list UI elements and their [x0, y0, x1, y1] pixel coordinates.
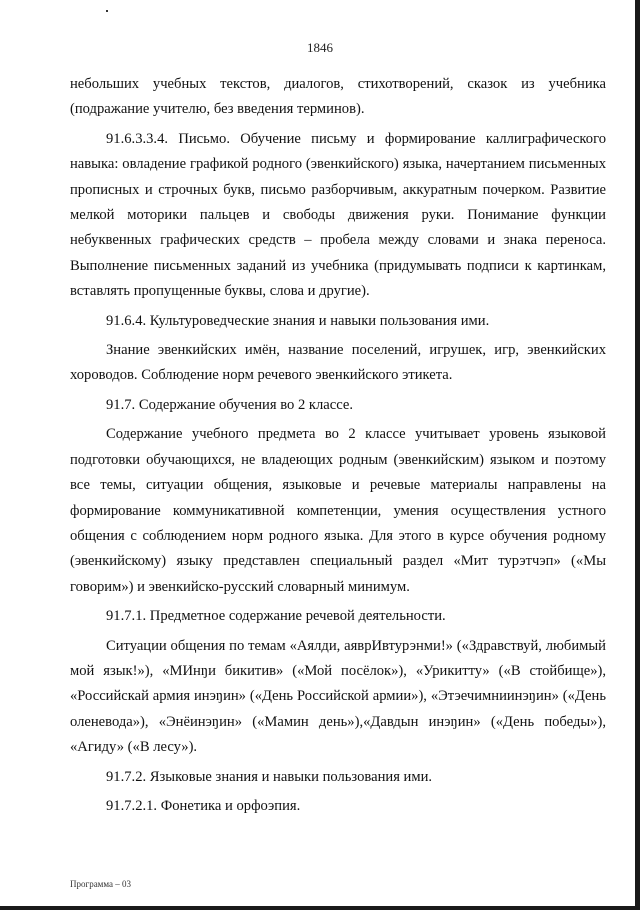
- section-heading: 91.7. Содержание обучения во 2 классе.: [106, 396, 354, 413]
- paragraph: Знание эвенкийских имён, название поселений, игрушек, игр, эвенкийских хороводов. Соблюдение норм речевого эвенкийского этикета.: [70, 342, 606, 384]
- scan-border-right: [635, 0, 640, 910]
- paragraph: Ситуации общения по темам «Аялди, аяврИвтурэнми!» («Здравствуй, любимый мой язык!»), «МИнŋи бикитив» («Мой посёлок»), «Урикитту» («В стойбище»), «Российскай армия инэŋин» («День Российской армии»), «Этэечимниинэŋин» («День оленевода»), «Энёинэŋин» («Мамин день»),«Давдын инэŋин» («День победы»), «Агиду» («В лесу»).: [70, 637, 606, 756]
- paragraph: небольших учебных текстов, диалогов, стихотворений, сказок из учебника (подражание учителю, без введения терминов).: [70, 76, 606, 118]
- paragraph: 91.6.3.3.4. Письмо. Обучение письму и формирование каллиграфического навыка: овладение графикой родного (эвенкийского) языка, начертанием письменных прописных и строчных букв, письмо разборчивым, аккуратным почерком. Развитие мелкой моторики пальцев и свободы движения руки. Понимание функции небуквенных графических средств – пробела между словами и знака переноса. Выполнение письменных заданий из учебника (придумывать подписи к картинкам, вставлять пропущенные буквы, слова и другие).: [70, 130, 606, 300]
- footer-label: Программа – 03: [70, 879, 132, 889]
- section-heading: 91.6.4. Культуроведческие знания и навыки пользования ими.: [106, 312, 490, 329]
- section-heading: 91.7.2.1. Фонетика и орфоэпия.: [106, 797, 301, 814]
- document-body: [70, 72, 606, 819]
- section-heading: 91.7.2. Языковые знания и навыки пользования ими.: [106, 768, 433, 785]
- scan-speck: [106, 10, 108, 12]
- scan-border-bottom: [0, 906, 640, 910]
- page-number: 1846: [307, 40, 333, 55]
- paragraph: Содержание учебного предмета во 2 классе учитывает уровень языковой подготовки обучающихся, не владеющих родным (эвенкийским) языком и поэтому все темы, ситуации общения, языковые и речевые материалы направлены на формирование коммуникативной компетенции, умения осуществления устного общения с соблюдением норм родного языка. Для этого в курсе обучения родному (эвенкийскому) языку представлен специальный раздел «Мит турэтчэп» («Мы говорим») и эвенкийско-русский словарный минимум.: [70, 426, 606, 595]
- section-heading: 91.7.1. Предметное содержание речевой деятельности.: [106, 608, 446, 625]
